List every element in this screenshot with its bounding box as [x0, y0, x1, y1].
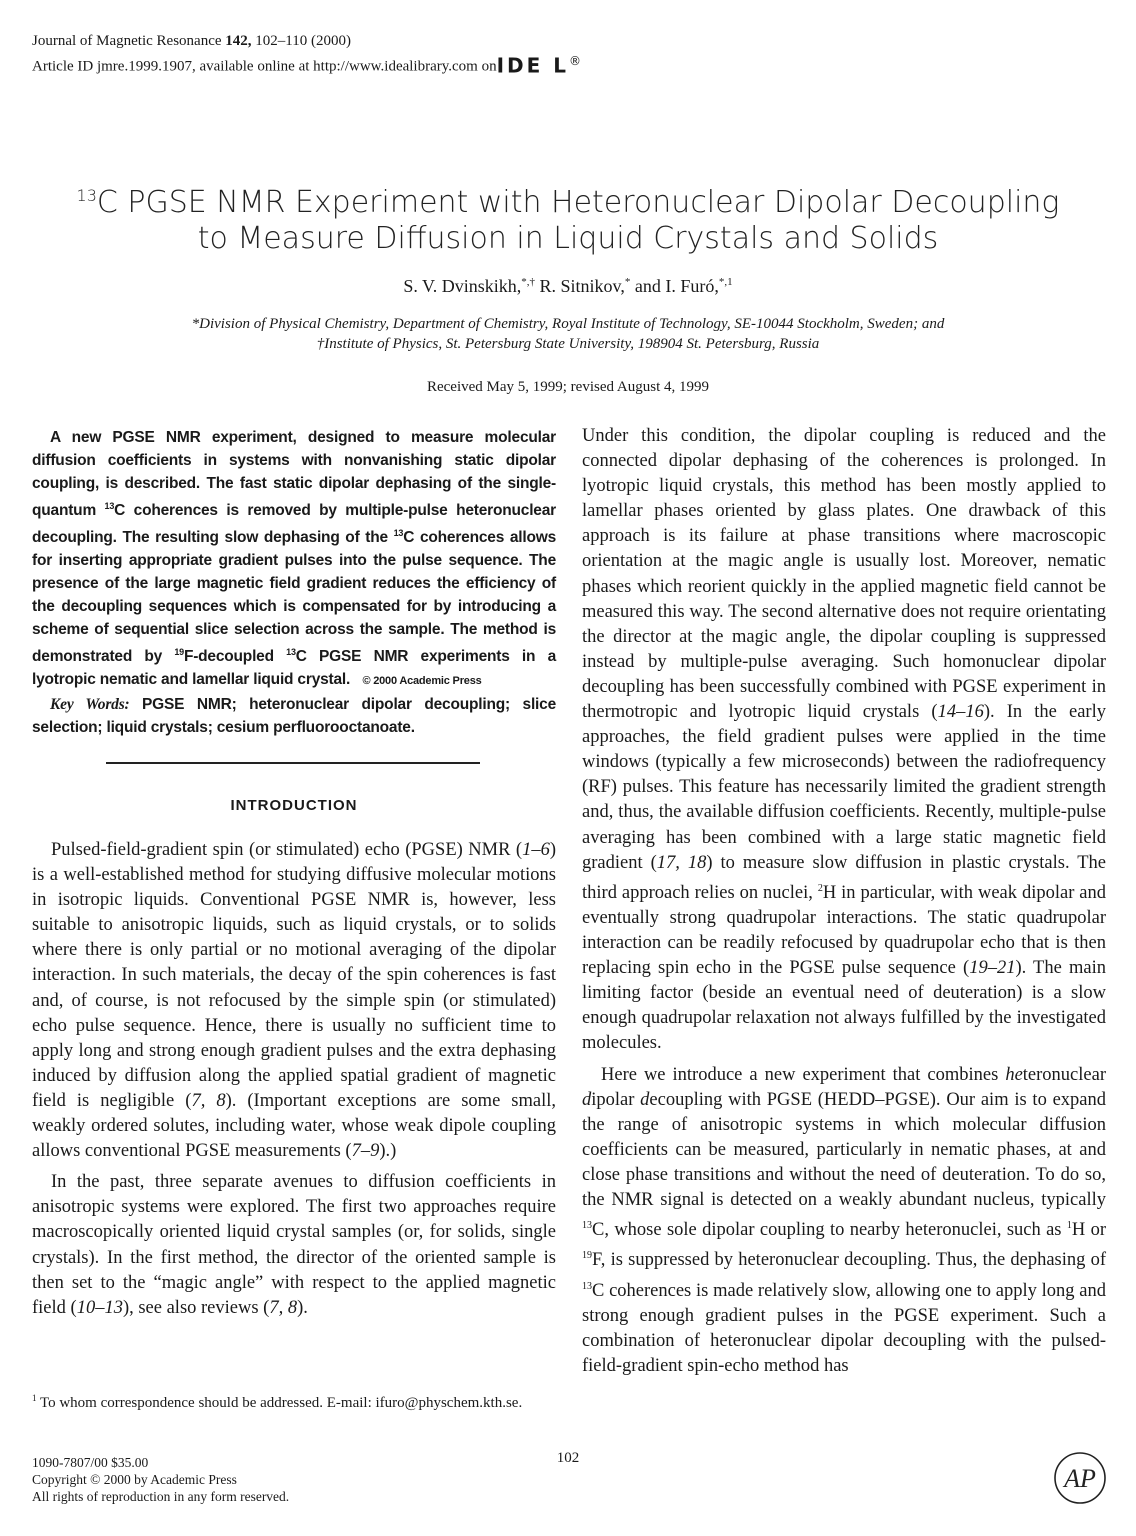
received-dates: Received May 5, 1999; revised August 4, 1999 — [426, 379, 710, 395]
paragraph: Under this condition, the dipolar coupling is reduced and the connected dipolar dephasing of the coherences is prolonged. In lyotropic liquid crystals, this method has been mostly applied to lamellar phases oriented by glass plates. One drawback of this approach is its failure at phase transitions where macroscopic orientation at the magic angle is usually lost. Moreover, nematic phases which reorient quickly in the applied magnetic field cannot be measured this way. The second alternative does not require orientating the director at the magic angle, the dipolar coupling is suppressed instead by multiple-pulse averaging. Such homonuclear dipolar decoupling has been successfully combined with PGSE experiment in thermotropic and lyotropic liquid crystals (14–16). In the early approaches, the field gradient pulses were applied in the time windows (typically a few microseconds) between the radiofrequency (RF) pulses. This feature has necessarily limited the gradient strength and, thus, the available diffusion coefficients. Recently, multiple-pulse averaging has been combined with a large static magnetic field gradient (17, 18) to measure slow diffusion in plastic crystals. The third approach relies on nuclei, $^2$H in particular, with weak dipolar and eventually strong quadrupolar interactions. The static quadrupolar interaction can be readily refocused by quadrupolar echo that is then replacing spin echo in the PGSE pulse sequence (19–21). The main limiting factor (beside an eventual need of deuteration) is a slow enough quadrupolar relaxation not always fulfilled by the investigated molecules. — [582, 426, 1107, 1054]
article-id-line: Article ID jmre.1999.1907, available online at http://www.idealibrary.com onIDE L® — [32, 51, 581, 77]
paper-title: $^{13}$C PGSE NMR Experiment with Heteronuclear Dipolar Decoupling to Measure Diffusion in Liquid Crystals and Solids — [76, 185, 1060, 256]
abstract-text: A new PGSE NMR experiment, designed to measure molecular diffusion coefficients in systems with nonvanishing static dipolar coupling, is described. The fast static dipolar dephasing of the single-quantum $^{13}$C coherences is removed by multiple-pulse heteronuclear decoupling. The resulting slow dephasing of the $^{13}$C coherences allows for inserting appropriate gradient pulses into the pulse sequence. The presence of the large magnetic field gradient reduces the efficiency of the decoupling sequences which is compensated for by introducing a scheme of sequential slice selection across the sample. The method is demonstrated by $^{19}$F-decoupled $^{13}$C PGSE NMR experiments in a lyotropic nematic and lamellar liquid crystal. © 2000 Academic Press — [32, 429, 557, 689]
affiliations: *Division of Physical Chemistry, Department of Chemistry, Royal Institute of Technology, SE-10044 Stockholm, Sweden; and †Institute of Physics, St. Petersburg State University, 198904 St. Petersburg, Russia — [191, 316, 945, 352]
paragraph: In the past, three separate avenues to diffusion coefficients in anisotropic systems were explored. The first two approaches require macroscopically oriented liquid crystal samples (or, for solids, single crystals). In the first method, the director of the oriented sample is then set to the “magic angle” with respect to the applied magnetic field (10–13), see also reviews (7, 8). — [32, 1172, 556, 1318]
abstract — [32, 426, 556, 739]
section-heading-introduction: INTRODUCTION — [230, 797, 358, 814]
copyright-footer: 1090-7807/00 $35.00 Copyright © 2000 by Academic Press All rights of reproduction in any form reserved. — [32, 1455, 290, 1504]
correspondence-footnote: $^1$ To whom correspondence should be addressed. E-mail: ifuro@physchem.kth.se. — [32, 1393, 523, 1411]
ap-logo-icon — [1052, 1450, 1108, 1506]
academic-press-logo — [1052, 1450, 1108, 1506]
paragraph: Here we introduce a new experiment that combines heteronuclear dipolar decoupling with PGSE (HEDD–PGSE). Our aim is to expand the range of anisotropic systems in which molecular diffusion coefficients can be measured, particularly in nematic phases, at and close phase transitions and without the need of deuteration. To do so, the NMR signal is detected on a weakly abundant nucleus, typically $^{13}$C, whose sole dipolar coupling to nearby heteronuclei, such as $^1$H or $^{19}$F, is suppressed by heteronuclear decoupling. Thus, the dephasing of $^{13}$C coherences is made relatively slow, allowing one to apply long and strong enough gradient pulses in the PGSE experiment. Such a combination of heteronuclear dipolar decoupling with the pulsed-field-gradient spin-echo method has — [582, 1064, 1106, 1376]
ideal-logo: IDE L® — [496, 53, 582, 78]
abstract-copyright: © 2000 Academic Press — [362, 675, 482, 688]
key-words: Key Words: PGSE NMR; heteronuclear dipolar decoupling; slice selection; liquid crystals; cesium perfluorooctanoate. — [32, 696, 556, 737]
page-number: 102 — [556, 1450, 580, 1466]
paragraph: Pulsed-field-gradient spin (or stimulated) echo (PGSE) NMR (1–6) is a well-established method for studying diffusive molecular motions in isotropic liquids. Conventional PGSE NMR is, however, less suitable to anisotropic liquids, such as liquid crystals, or to solids where there is only partial or no motional averaging of the dipolar interaction. In such materials, the decay of the spin coherences is fast and, of course, is not refocused by the simple spin (or stimulated) echo pulse sequence. Hence, there is usually no sufficient time to apply long and strong enough gradient pulses and the extra dephasing induced by diffusion along the applied spatial gradient of magnetic field is negligible (7, 8). (Important exceptions are some small, weakly ordered solutes, including water, whose weak dipole coupling allows conventional PGSE measurements (7–9).) — [32, 840, 556, 1162]
svg-text:AP: AP — [1064, 1464, 1096, 1493]
left-column-body — [32, 838, 556, 1321]
right-column-body — [582, 424, 1106, 1379]
abstract-divider — [106, 762, 480, 764]
journal-header — [32, 31, 581, 77]
author-list: S. V. Dvinskikh,*,† R. Sitnikov,* and I. Furó,$^{*,1}$ — [403, 276, 733, 296]
journal-citation: Journal of Magnetic Resonance 142, 102–110 (2000) — [32, 33, 351, 49]
